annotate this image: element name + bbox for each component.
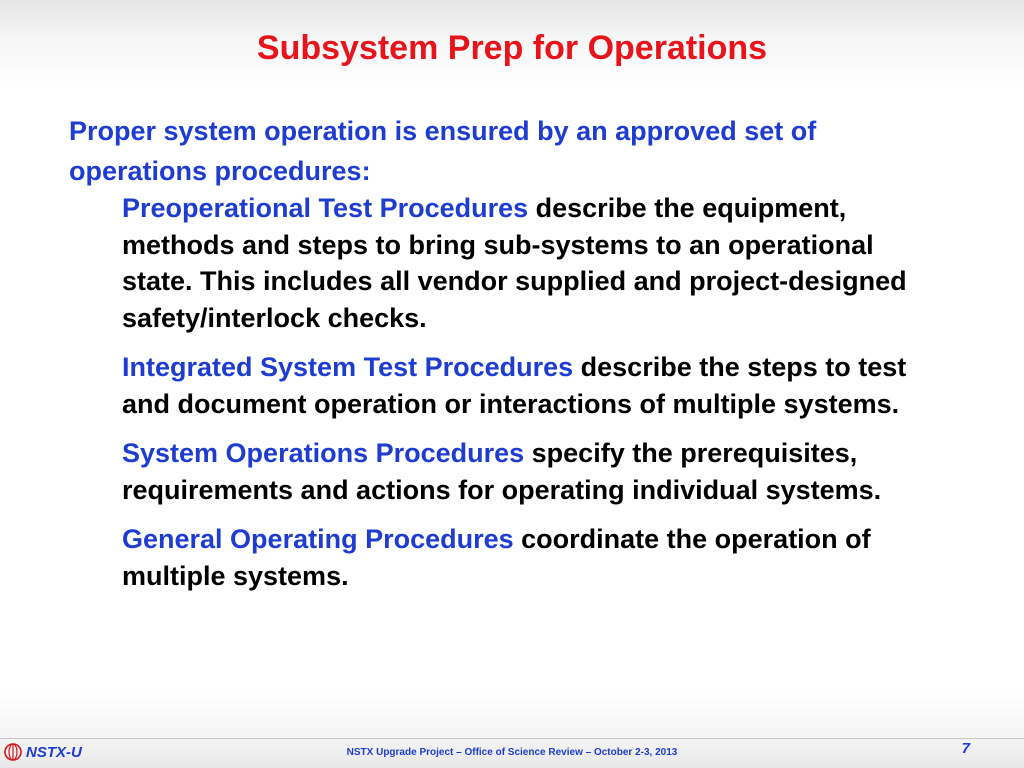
footer-divider bbox=[0, 738, 1024, 739]
procedure-term: System Operations Procedures bbox=[122, 438, 525, 468]
procedure-item-integrated bbox=[122, 349, 942, 422]
procedure-description: coordinate the operation of multiple systems. bbox=[122, 524, 871, 591]
procedure-description: specify the prerequisites, requirements and actions for operating individual systems. bbox=[122, 438, 882, 505]
procedure-item-general-operating bbox=[122, 521, 942, 594]
logo-text: NSTX-U bbox=[26, 743, 82, 761]
procedure-item-system-operations bbox=[122, 435, 942, 508]
page-number: 7 bbox=[961, 740, 970, 757]
procedure-term: General Operating Procedures bbox=[122, 524, 514, 554]
intro-text: Proper system operation is ensured by an approved set of operations procedures: bbox=[69, 116, 817, 186]
procedure-list bbox=[122, 190, 942, 607]
footer-center-text: NSTX Upgrade Project – Office of Science Review – October 2-3, 2013 bbox=[346, 747, 678, 758]
slide-title: Subsystem Prep for Operations bbox=[256, 29, 768, 67]
procedure-term: Integrated System Test Procedures bbox=[122, 352, 574, 382]
procedure-description: describe the equipment, methods and steps to bring sub-systems to an operational state. This includes all vendor supplied and project-designed safety/interlock checks. bbox=[122, 193, 907, 333]
procedure-term: Preoperational Test Procedures bbox=[122, 193, 529, 223]
procedure-item-preoperational bbox=[122, 190, 942, 336]
procedure-description: describe the steps to test and document operation or interactions of multiple systems. bbox=[122, 352, 907, 419]
